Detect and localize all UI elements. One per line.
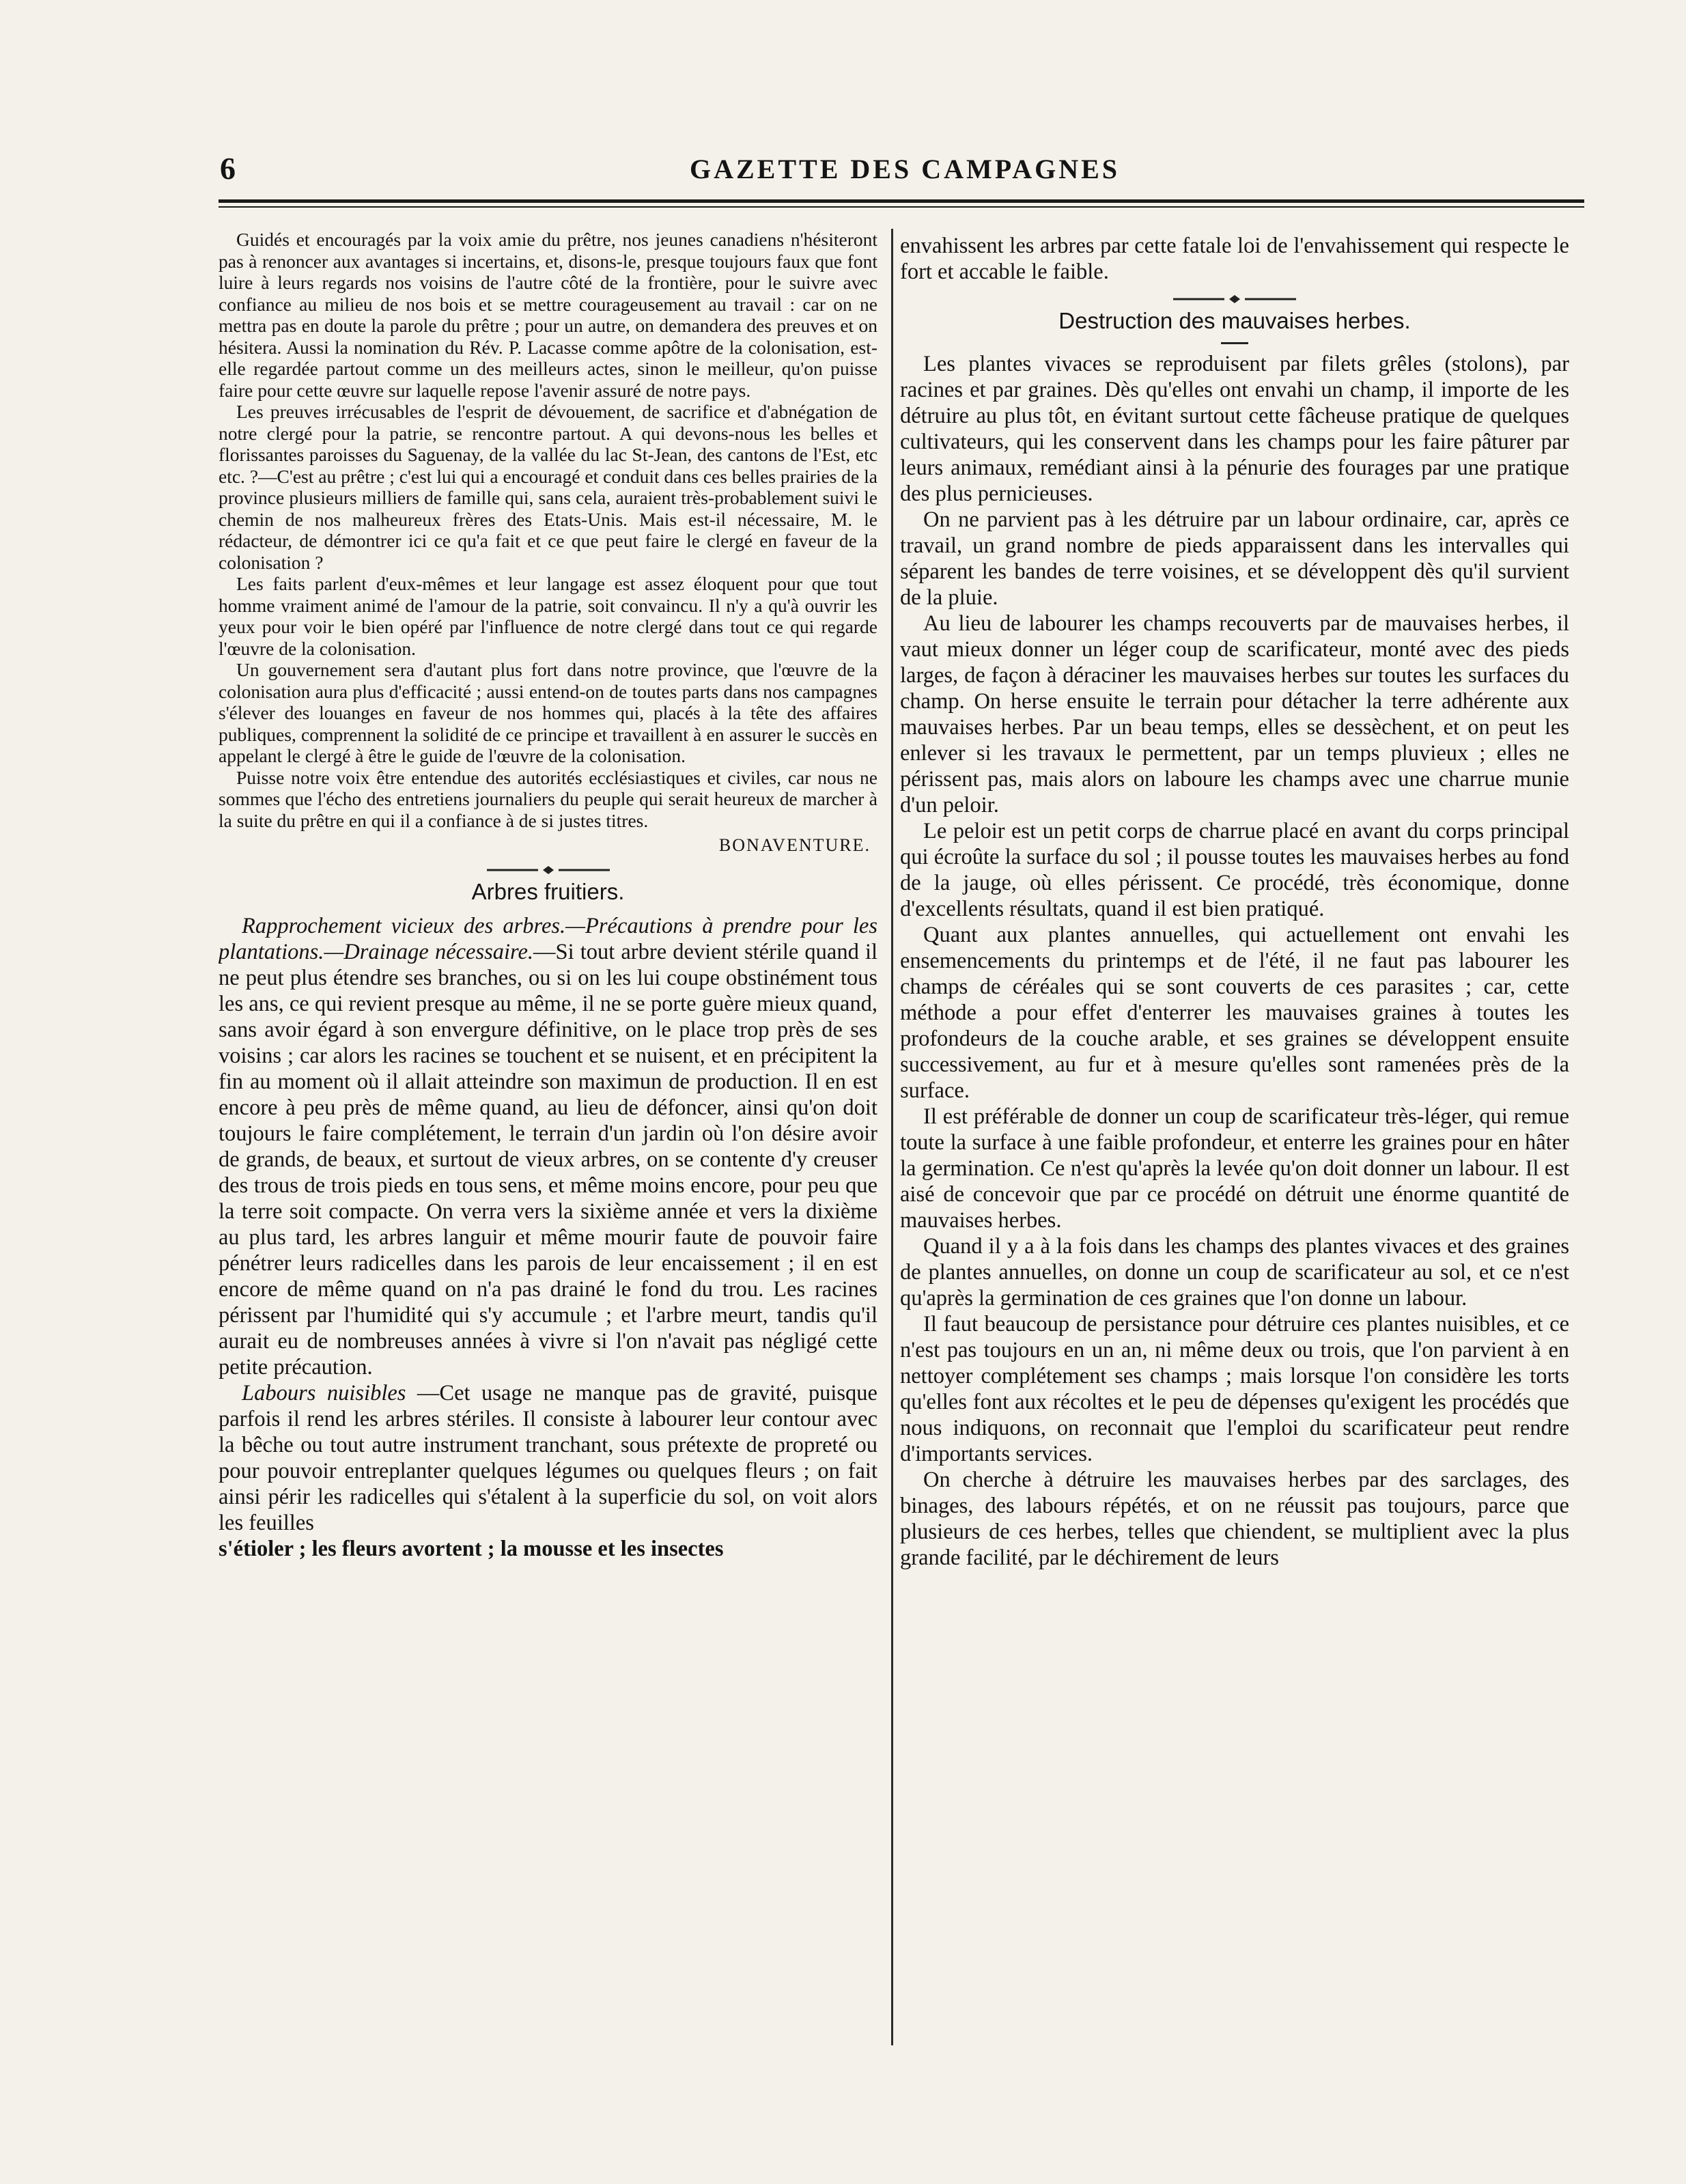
right-column [900, 229, 1569, 1571]
article-paragraph: Il est préférable de donner un coup de scarificateur très-léger, qui remue toute la surface à une faible profondeur, et enterre les graines pour en hâter la germination. Ce n'est qu'après la levée qu'on doit donner un labour. Il est aisé de concevoir que par ce procédé on détruit une énorme quantité de mauvaises herbes. [900, 1104, 1569, 1233]
header-rule-thick [219, 199, 1584, 203]
article-paragraph: Il faut beaucoup de persistance pour détruire ces plantes nuisibles, et ce n'est pas toujours en un an, ni même deux ou trois, que l'on parvient à en nettoyer complétement ses champs ; mais lorsque l'on considère les torts qu'elles font aux récoltes et le peu de dépenses qu'exigent les procédés que nous indiquons, on reconnait que l'emploi du scarificateur peut rendre d'importants services. [900, 1312, 1569, 1466]
article-paragraph: Les preuves irrécusables de l'esprit de dévouement, de sacrifice et d'abnégation de notre clergé pour la patrie, se rencontre partout. A qui devons-nous les belles et florissantes paroisses du Saguenay, de la vallée du lac St-Jean, des cantons de l'Est, etc etc. ?—C'est au prêtre ; c'est lui qui a encouragé et conduit dans ces belles prairies de la province plusieurs milliers de famille qui, sans cela, auraient très-probablement suivi le chemin de nos malheureux frères des Etats-Unis. Mais est-il nécessaire, M. le rédacteur, de démontrer ici ce qu'a fait et ce que peut faire le clergé en faveur de la colonisation ? [219, 401, 877, 573]
article-colonisation [219, 229, 877, 856]
header-rule-thin [219, 206, 1584, 208]
article-paragraph: Guidés et encouragés par la voix amie du prêtre, nos jeunes canadiens n'hésiteront pas à renoncer aux avantages si incertains, et, disons-le, presque toujours faux que font luire à leurs regards nos voisins de l'autre côté de la frontière, pour le suivre avec confiance au milieu de nos bois et se mettre courageusement au travail : car on ne mettra pas en doute la parole du prêtre ; pour un autre, on demandera des preuves et on hésitera. Aussi la nomination du Rév. P. Lacasse comme apôtre de la colonisation, est-elle regardée partout comme un des meilleurs actes, sinon le meilleur, qu'on puisse faire pour cette œuvre sur laquelle repose l'avenir assuré de notre pays. [219, 229, 877, 401]
page-header [205, 149, 1605, 190]
section-ornament [1173, 294, 1296, 304]
article-paragraph: Quant aux plantes annuelles, qui actuellement ont envahi les ensemencements du printemps et de l'été, il ne faut pas labourer les champs de céréales qui se sont couverts de ces parasites ; car, cette méthode a pour effet d'enterrer les mauvaises graines à toutes les profondeurs de la couche arable, et ses graines se développent ensuite successivement, au fur et à mesure qu'elles sont ramenées près de la surface. [900, 923, 1569, 1103]
paragraph-text: —Cet usage ne manque pas de gravité, puisque parfois il rend les arbres stériles. Il consiste à labourer leur contour avec la bêche ou tout autre instrument tranchant, sous prétexte de propreté ou pour pouvoir entreplanter quelques légumes ou quelques fleurs ; on fait ainsi périr les radicelles qui s'étalent à la superficie du sol, on voit alors les feuilles [219, 1381, 877, 1535]
continuation-text [900, 233, 1569, 285]
article-arbres [219, 913, 877, 1562]
article-paragraph: envahissent les arbres par cette fatale loi de l'envahissement qui respecte le fort et accable le faible. [900, 234, 1569, 284]
column-divider [891, 229, 893, 2045]
article-paragraph-final: s'étioler ; les fleurs avortent ; la mousse et les insectes [219, 1537, 724, 1561]
article-paragraph [219, 913, 877, 1380]
section-title-mauvaises-herbes: Destruction des mauvaises herbes. [1058, 308, 1411, 333]
article-paragraph: Un gouvernement sera d'autant plus fort dans notre province, que l'œuvre de la colonisation aura plus d'efficacité ; aussi entend-on de toutes parts dans nos campagnes s'élever des louanges en faveur de nos hommes qui, placés à la tête des affaires publiques, comprennent la solidité de ce principe et travaillent à en assurer le succès en appelant le clergé à être le guide de l'œuvre de la colonisation. [219, 659, 877, 766]
article-paragraph: Quand il y a à la fois dans les champs des plantes vivaces et des graines de plantes annuelles, on donne un coup de scarificateur au sol, et ce n'est qu'après la germination de ces graines que l'on donne un labour. [900, 1234, 1569, 1311]
article-paragraph: On ne parvient pas à les détruire par un labour ordinaire, car, après ce travail, un grand nombre de pieds apparaissent dans les intervalles qui séparent les bandes de terre voisines, et se développent dès qu'il survient de la pluie. [900, 507, 1569, 610]
italic-lead: Rapprochement vicieux des arbres.—Précautions à prendre pour les plantations.—Drainage nécessaire. [219, 914, 877, 964]
article-paragraph: Au lieu de labourer les champs recouverts par de mauvaises herbes, il vaut mieux donner un léger coup de scarificateur, monté avec des pieds larges, de façon à déraciner les mauvaises herbes sur toutes les surfaces du champ. On herse ensuite le terrain pour détacher la terre adhérente aux mauvaises herbes. Par un beau temps, elles se dessèchent, et on peut les enlever si les travaux le permettent, par un temps pluvieux ; elles ne périssent pas, mais alors on laboure les champs avec une charrue munie d'un peloir. [900, 611, 1569, 817]
left-column [219, 229, 877, 1562]
section-ornament [487, 865, 610, 875]
paragraph-text: —Si tout arbre devient stérile quand il ne peut plus étendre ses branches, ou si on les lui coupe obstinément tous les ans, ce qui revient presque au même, il ne se porte guère mieux quand, sans avoir égard à son envergure définitive, on le place trop près de ses voisins ; car alors les racines se touchent et se nuisent, et en précipitent la fin au moment où il allait atteindre son maximun de production. Il en est encore à peu près de même quand, au lieu de défoncer, ainsi qu'on doit toujours le faire complétement, le terrain d'un jardin où l'on désire avoir de grands, de beaux, et surtout de vieux arbres, on se contente d'y creuser des trous de trois pieds en tous sens, et même moins encore, pour peu que la terre soit compacte. On verra vers la sixième année et vers la dixième au plus tard, les arbres languir et même mourir faute de pouvoir faire pénétrer leurs radicelles dans les parois de leur encaissement ; il en est encore de même quand on n'a pas drainé le fond du trou. Les racines périssent par l'humidité qui s'y accumule ; et l'arbre meurt, tandis qu'il aurait eu de nombreuses années à vivre si l'on n'avait pas négligé cette petite précaution. [219, 940, 877, 1380]
article-paragraph [219, 1380, 877, 1536]
article-paragraph: Les faits parlent d'eux-mêmes et leur langage est assez éloquent pour que tout homme vraiment animé de l'amour de la patrie, soit convaincu. Il n'y a qu'à ouvrir les yeux pour voir le bien opéré par l'influence de notre clergé dans tout ce qui regarde l'œuvre de la colonisation. [219, 573, 877, 659]
article-mauvaises-herbes [900, 351, 1569, 1571]
article-paragraph: Le peloir est un petit corps de charrue placé en avant du corps principal qui écroûte la surface du sol ; il pousse toutes les mauvaises herbes au fond de la jauge, où elles périssent. Ce procédé, très économique, donne d'excellents résultats, quand il est bien pratiqué. [900, 819, 1569, 921]
section-title-arbres: Arbres fruitiers. [471, 879, 625, 904]
running-title: GAZETTE DES CAMPAGNES [689, 154, 1120, 184]
article-paragraph: Les plantes vivaces se reproduisent par filets grêles (stolons), par racines et par graines. Dès qu'elles ont envahi un champ, il importe de les détruire au plus tôt, en évitant surtout cette fâcheuse pratique de quelques cultivateurs, qui les conservent dans les champs pour les faire pâturer par leurs animaux, remédiant ainsi à la pénurie des fourages par une pratique des plus pernicieuses. [900, 352, 1569, 506]
title-dash [1221, 342, 1248, 344]
article-paragraph: Puisse notre voix être entendue des autorités ecclésiastiques et civiles, car nous ne sommes que l'écho des entretiens journaliers du peuple qui serait heureux de marcher à la suite du prêtre en qui il a confiance à de si justes titres. [219, 766, 877, 831]
italic-lead: Labours nuisibles [242, 1381, 406, 1405]
page-number: 6 [220, 151, 236, 186]
article-paragraph: On cherche à détruire les mauvaises herbes par des sarclages, des binages, des labours répétés, et on ne réussit pas toujours, parce que plusieurs de ces herbes, telles que chiendent, se multiplient avec la plus grande facilité, par le déchirement de leurs [900, 1468, 1569, 1570]
author-signature: BONAVENTURE. [718, 835, 871, 855]
